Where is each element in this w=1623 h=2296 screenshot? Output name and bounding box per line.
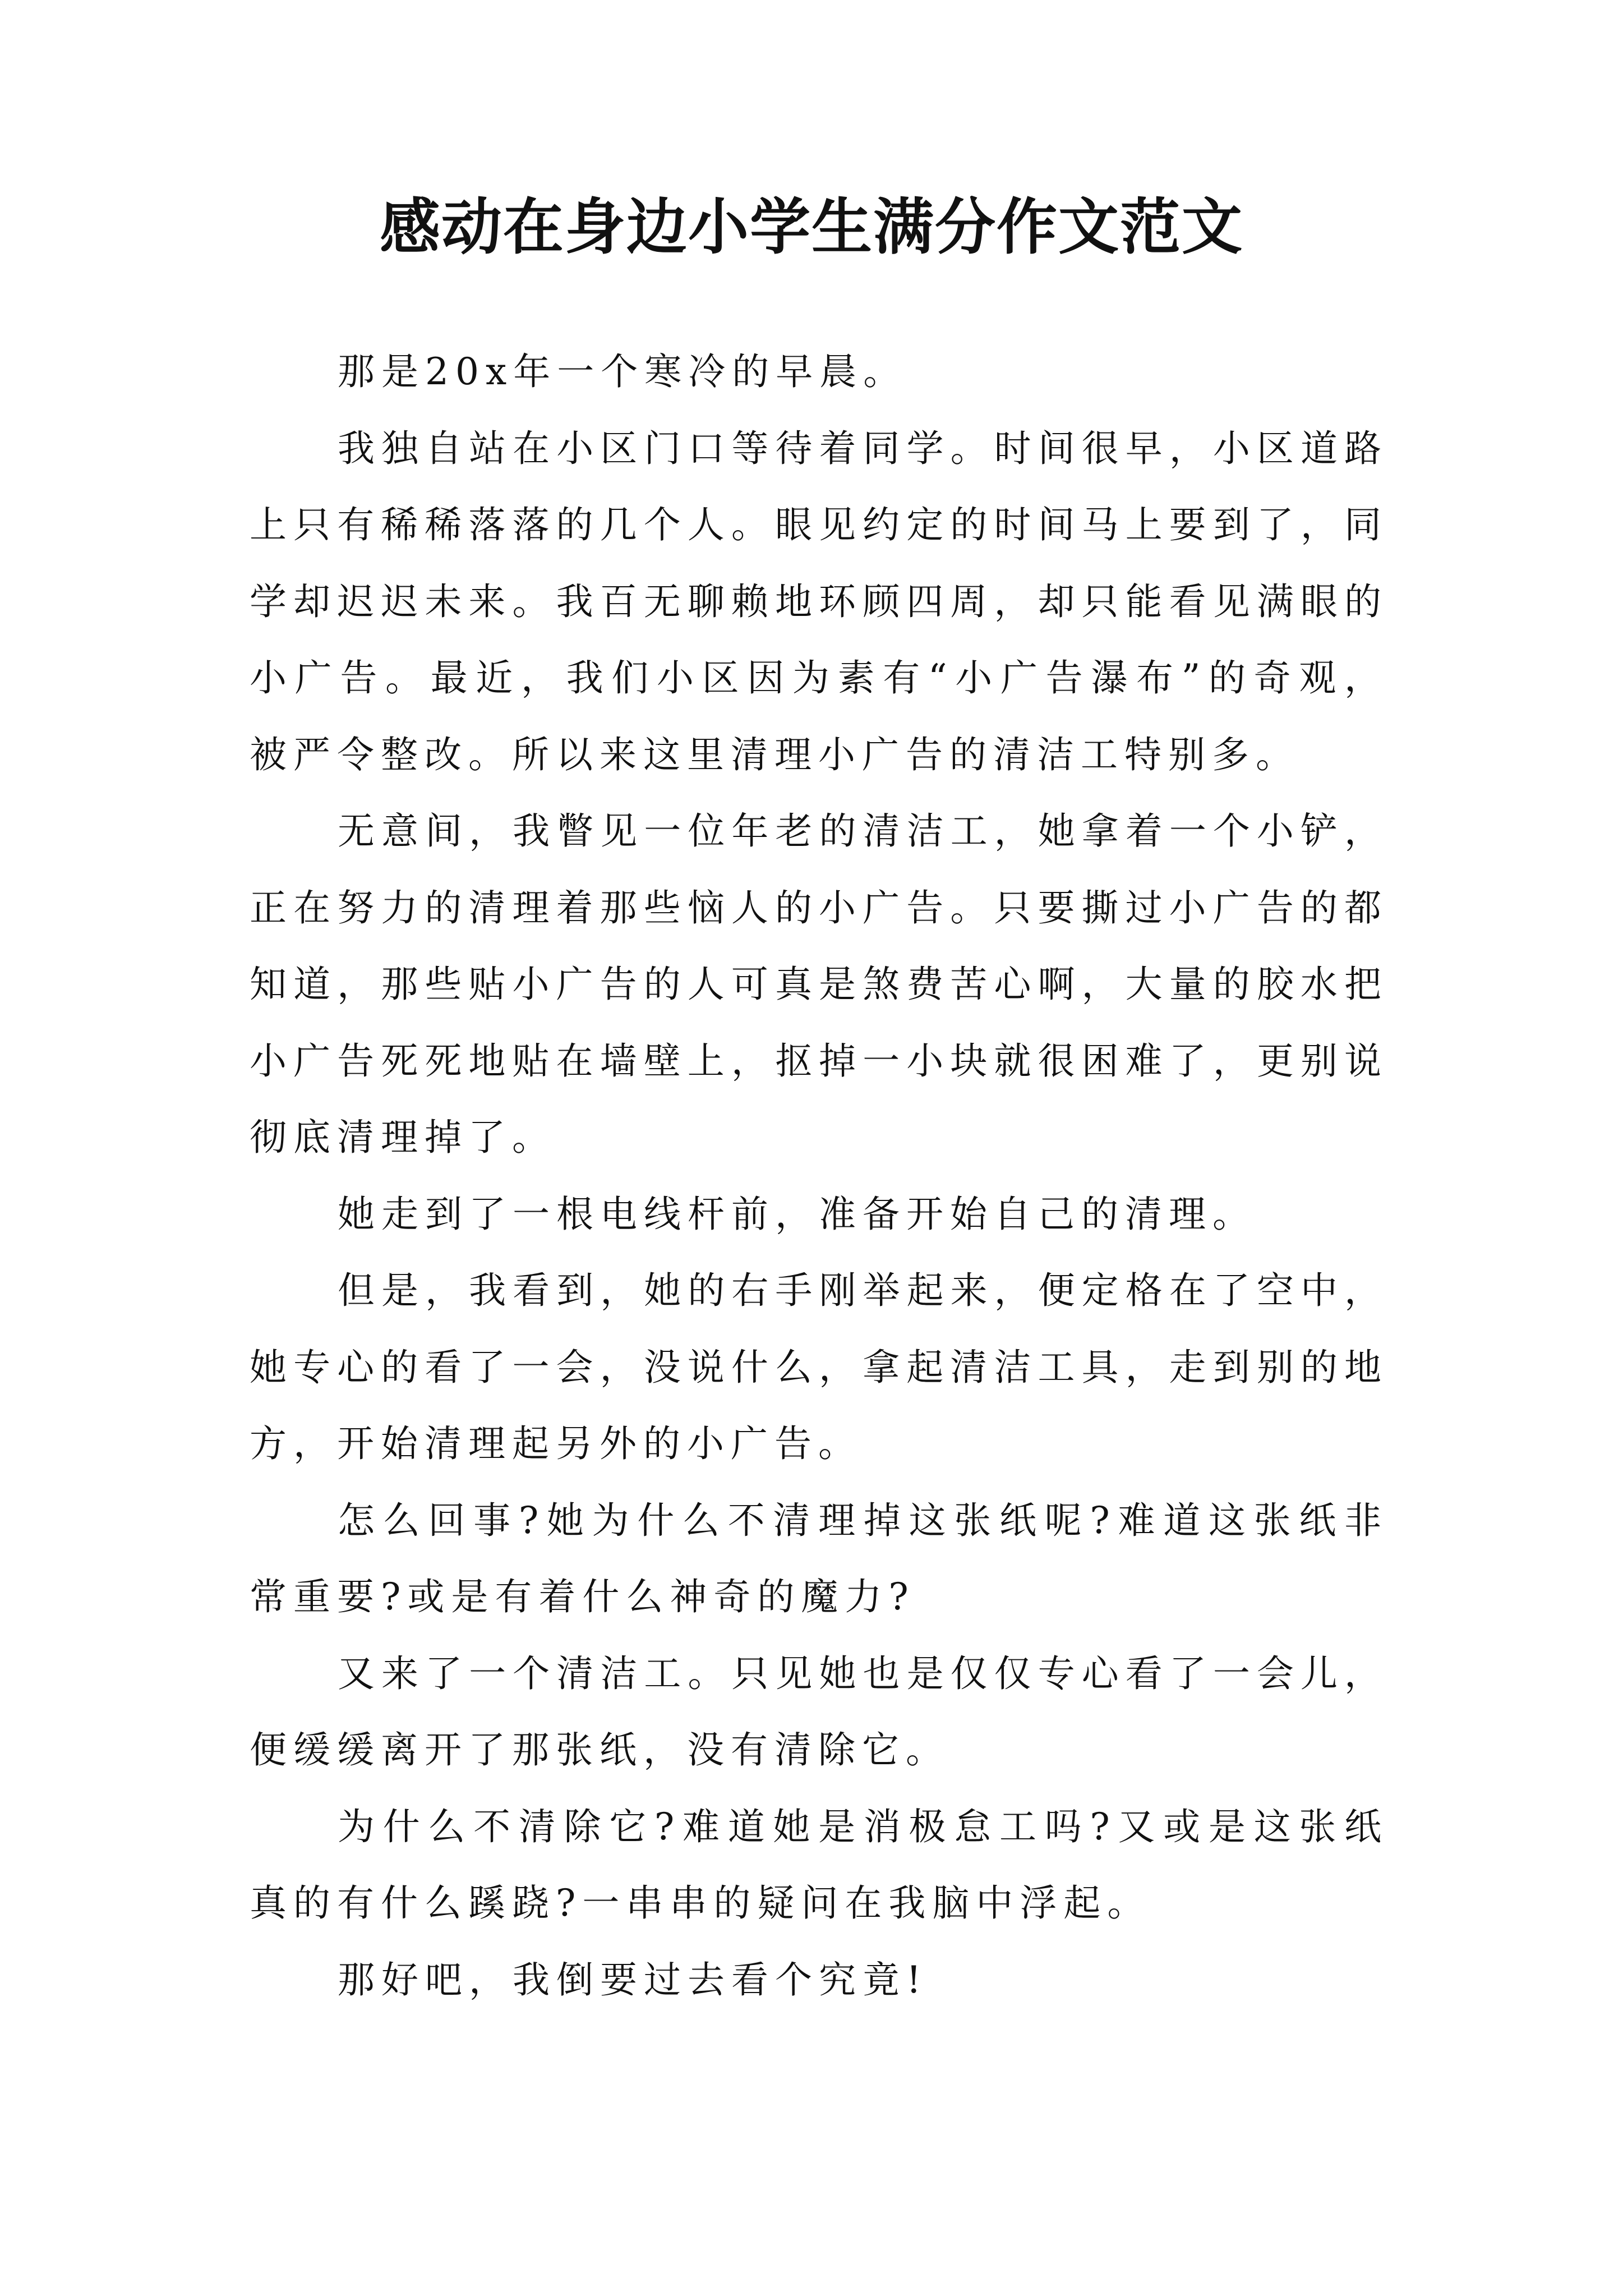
paragraph: 我独自站在小区门口等待着同学。时间很早，小区道路上只有稀稀落落的几个人。眼见约定的时间马上要到了，同学却迟迟未来。我百无聊赖地环顾四周，却只能看见满眼的小广告。最近，我们小区因为素有“小广告瀑布”的奇观，被严令整改。所以来这里清理小广告的清洁工特别多。 xyxy=(250,426,1388,776)
paragraph: 她走到了一根电线杆前，准备开始自己的清理。 xyxy=(338,1192,1256,1236)
paragraph: 怎么回事?她为什么不清理掉这张纸呢?难道这张纸非常重要?或是有着什么神奇的魔力? xyxy=(250,1498,1388,1618)
document-title: 感动在身边小学生满分作文范文 xyxy=(379,192,1243,263)
paragraph: 又来了一个清洁工。只见她也是仅仅专心看了一会儿，便缓缓离开了那张纸，没有清除它。 xyxy=(250,1651,1388,1772)
paragraph: 为什么不清除它?难道她是消极怠工吗?又或是这张纸真的有什么蹊跷?一串串的疑问在我脑中浮起。 xyxy=(250,1805,1388,1925)
paragraph: 那好吧，我倒要过去看个究竟! xyxy=(338,1958,928,2001)
document-body xyxy=(250,334,1388,2018)
paragraph: 那是20x年一个寒冷的早晨。 xyxy=(338,350,907,393)
paragraph: 但是，我看到，她的右手刚举起来，便定格在了空中，她专心的看了一会，没说什么，拿起清洁工具，走到别的地方，开始清理起另外的小广告。 xyxy=(250,1269,1388,1465)
paragraph: 无意间，我瞥见一位年老的清洁工，她拿着一个小铲，正在努力的清理着那些恼人的小广告。只要撕过小广告的都知道，那些贴小广告的人可真是煞费苦心啊，大量的胶水把小广告死死地贴在墙壁上，抠掉一小块就很困难了，更别说彻底清理掉了。 xyxy=(250,809,1388,1159)
